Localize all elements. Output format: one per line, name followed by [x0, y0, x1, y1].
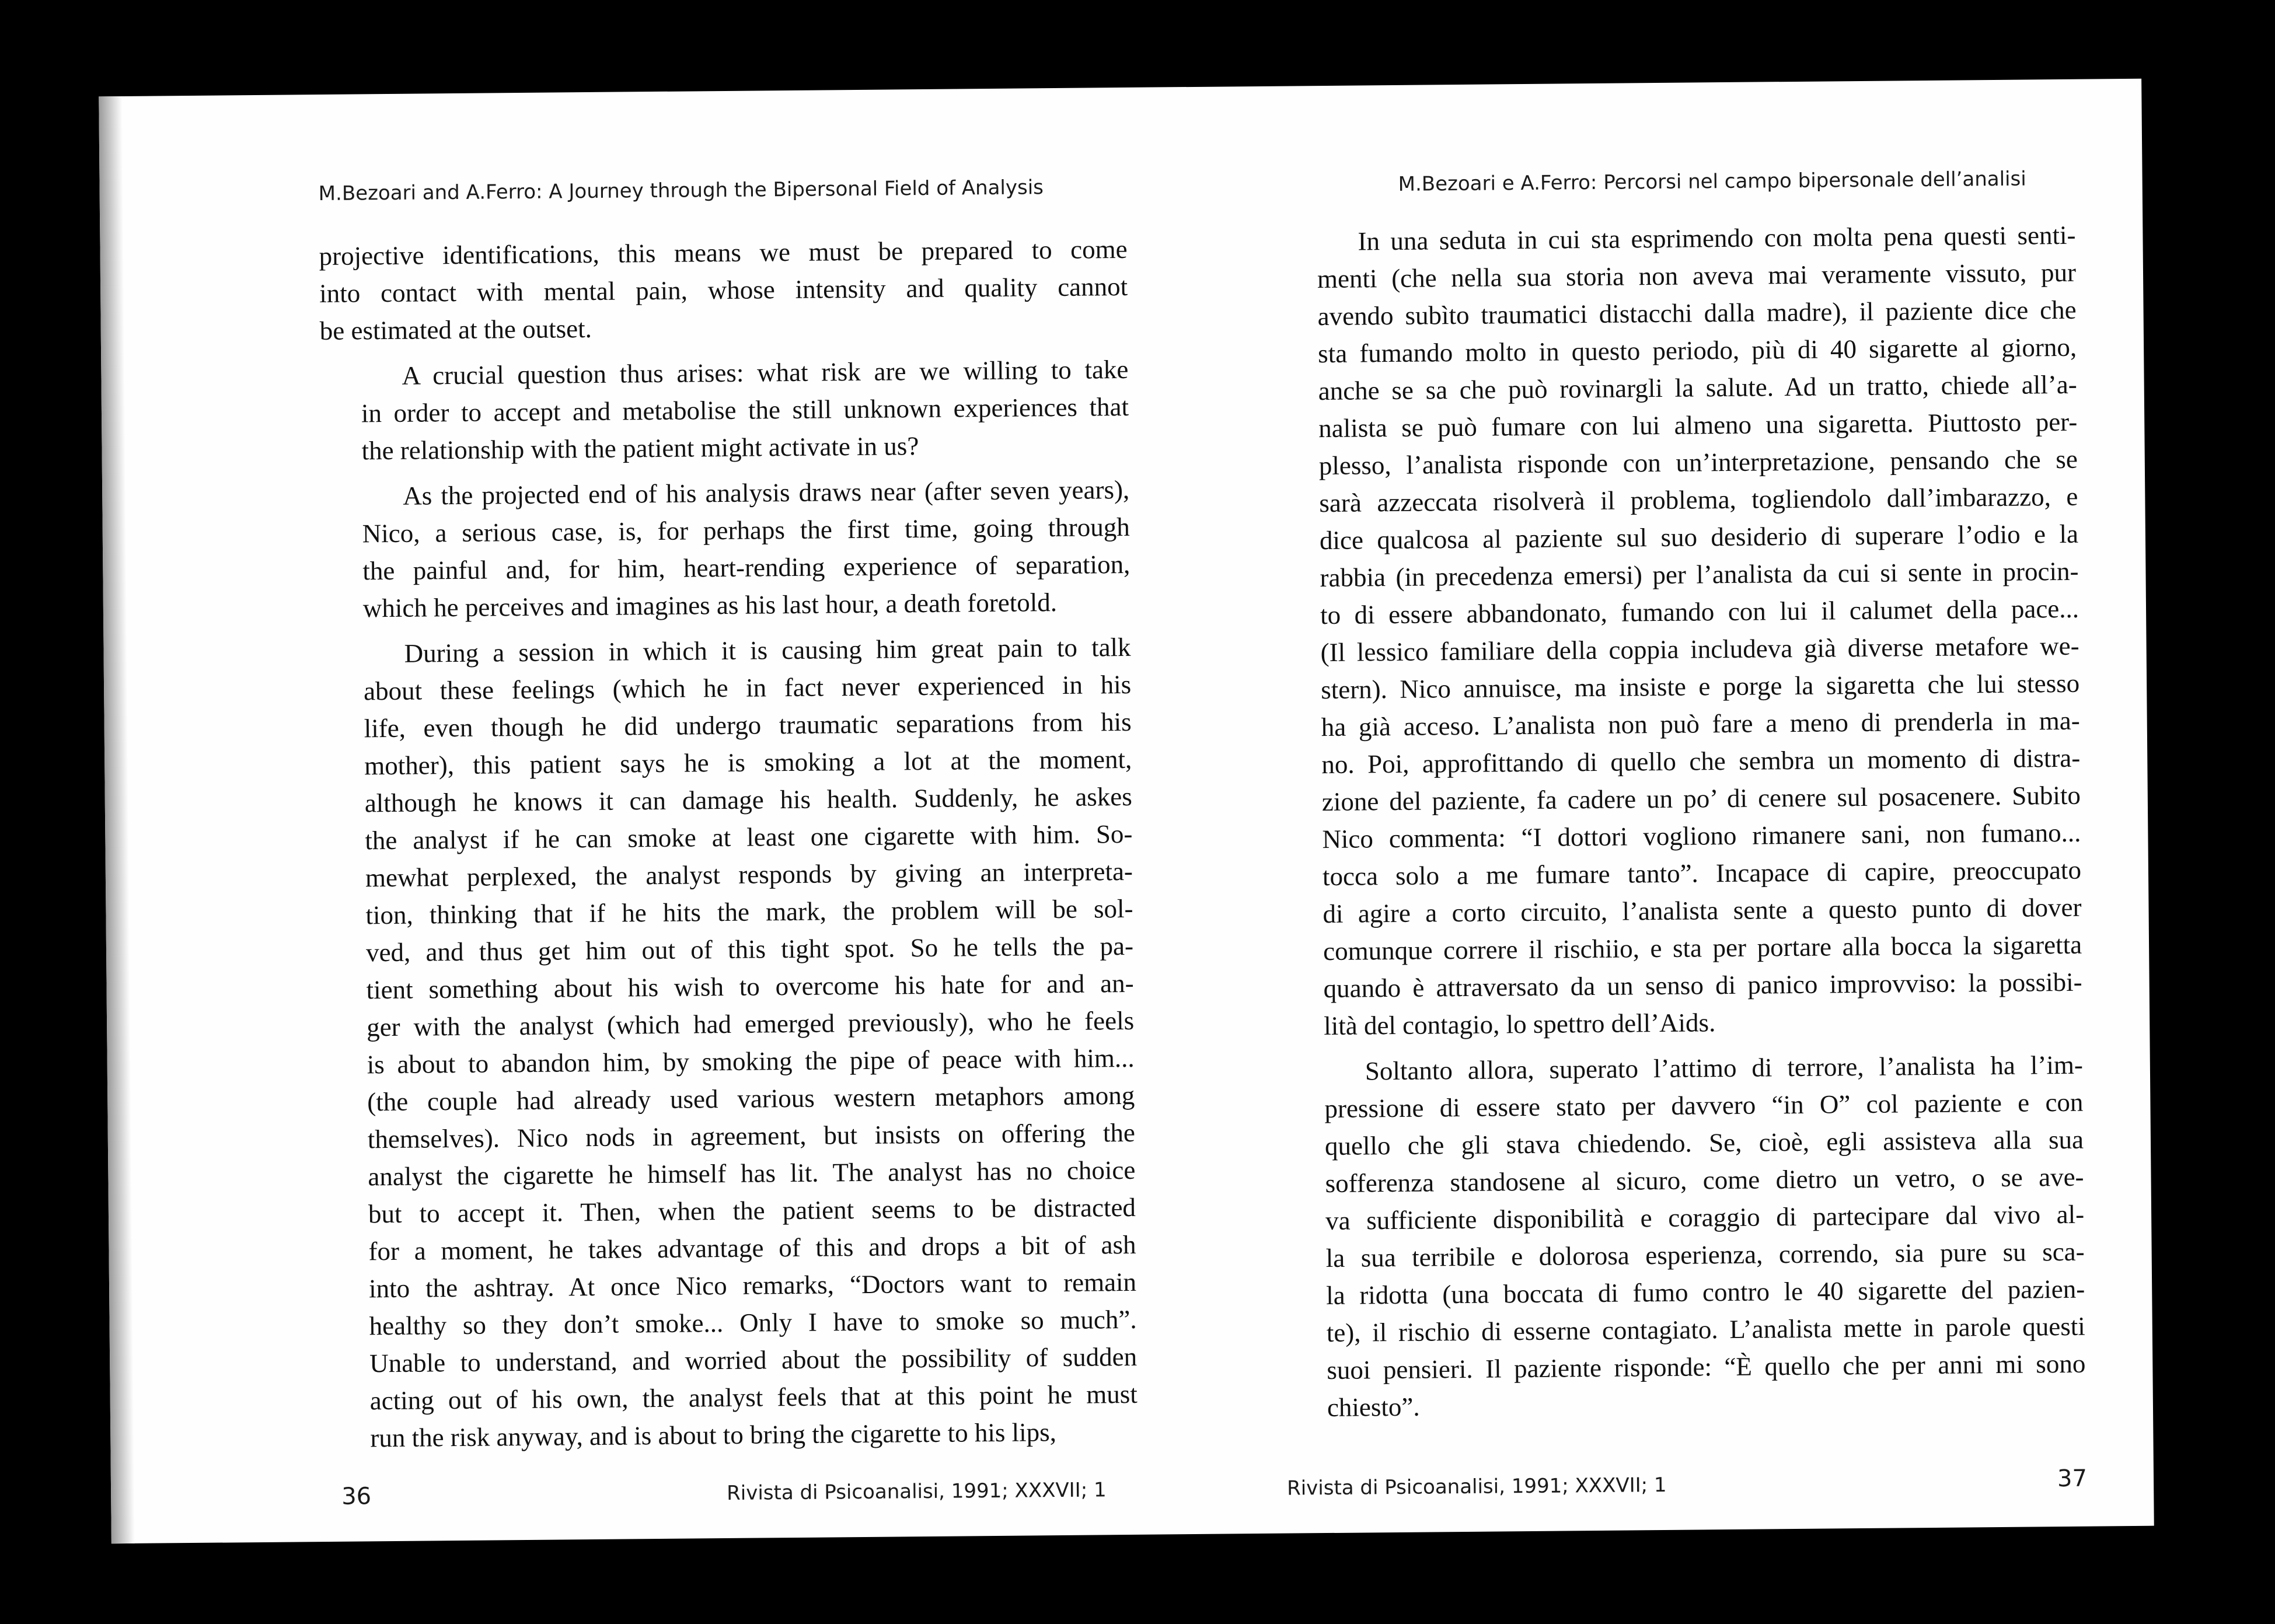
- text-line: la ridotta (una boccata di fumo contro le 40 sigarette del pazien-: [1326, 1274, 2085, 1311]
- text-line: sarà azzeccata risolverà il problema, togliendolo dall’imbarazzo, e: [1319, 481, 2078, 518]
- text-line: plesso, l’analista risponde con un’interpretazione, pensando che se: [1318, 444, 2078, 481]
- right-running-head: M.Bezoari e A.Ferro: Percorsi nel campo bipersonale dell’analisi: [1398, 167, 2026, 196]
- text-line: themselves). Nico nods in agreement, but insists on offering the: [367, 1117, 1136, 1154]
- text-line: nalista se può fumare con lui almeno una sigaretta. Piuttosto per-: [1318, 407, 2078, 443]
- text-line: be estimated at the outset.: [319, 313, 592, 346]
- text-line: suoi pensieri. Il paziente risponde: “È quello che per anni mi sono: [1327, 1349, 2086, 1385]
- text-line: although he knows it can damage his health. Suddenly, he askes: [364, 781, 1132, 818]
- text-line: in order to accept and metabolise the still unknown experiences that: [361, 392, 1129, 428]
- text-line: analyst the cigarette he himself has lit. The analyst has no choice: [368, 1155, 1136, 1192]
- text-line: quando è attraversato da un senso di panico improvviso: la possibi-: [1323, 967, 2082, 1004]
- right-text-column: [1276, 216, 2086, 1435]
- left-journal-footer: Rivista di Psicoanalisi, 1991; XXXVII; 1: [727, 1478, 1107, 1506]
- text-line: Unable to understand, and worried about the possibility of sudden: [369, 1342, 1138, 1378]
- paragraph: [1283, 1046, 2086, 1427]
- text-line: the painful and, for him, heart-rending experience of separation,: [362, 549, 1130, 586]
- paragraph: [321, 471, 1130, 627]
- book-spread: [99, 79, 2154, 1543]
- right-journal-footer: Rivista di Psicoanalisi, 1991; XXXVII; 1: [1286, 1473, 1667, 1500]
- text-line: tocca solo a me fumare tanto”. Incapace di capire, preoccupato: [1322, 855, 2082, 892]
- text-line: no. Poi, approfittando di quello che sembra un momento di distra-: [1321, 743, 2081, 780]
- text-line: sta fumando molto in questo periodo, più di 40 sigarette al giorno,: [1317, 332, 2077, 369]
- left-page-number: 36: [341, 1483, 372, 1510]
- text-line: healthy so they don’t smoke... Only I have to smoke so much”.: [369, 1304, 1137, 1341]
- text-line: tient something about his wish to overcome his hate for and an-: [366, 968, 1134, 1005]
- text-line: Nico commenta: “I dottori vogliono rimanere sani, non fumano...: [1322, 818, 2081, 854]
- left-running-head: M.Bezoari and A.Ferro: A Journey through the Bipersonal Field of Analysis: [318, 176, 1044, 206]
- text-line: stern). Nico annuisce, ma insiste e porge la sigaretta che lui stesso: [1320, 668, 2080, 705]
- text-line: lità del contagio, lo spettro dell’Aids.: [1324, 1008, 1716, 1041]
- text-line: about these feelings (which he in fact never experienced in his: [363, 669, 1132, 706]
- text-line: comunque correre il rischiio, e sta per portare alla bocca la sigaretta: [1323, 930, 2082, 966]
- text-line: acting out of his own, the analyst feels that at this point he must: [369, 1379, 1138, 1416]
- text-line: sofferenza standosene al sicuro, come dietro un vetro, o se ave-: [1325, 1162, 2084, 1199]
- left-text-column: [319, 230, 1138, 1465]
- text-line: anche se sa che può rovinargli la salute. Ad un tratto, chiede all’a-: [1318, 369, 2077, 406]
- text-line: During a session in which it is causing him great pain to talk: [404, 632, 1131, 668]
- paragraph: [319, 230, 1128, 350]
- text-line: va sufficiente disponibilità e coraggio di partecipare dal vivo al-: [1325, 1199, 2085, 1236]
- text-line: projective identifications, this means we must be prepared to come: [319, 234, 1128, 271]
- text-line: tion, thinking that if he hits the mark, the problem will be sol-: [365, 893, 1133, 930]
- text-line: into the ashtray. At once Nico remarks, “Doctors want to remain: [368, 1267, 1137, 1304]
- text-line: to di essere abbandonato, fumando con lui il calumet della pace...: [1320, 593, 2079, 630]
- text-line: A crucial question thus arises: what risk are we willing to take: [402, 354, 1129, 390]
- text-line: chiesto”.: [1327, 1392, 1420, 1423]
- text-line: Soltanto allora, superato l’attimo di terrore, l’analista ha l’im-: [1365, 1050, 2084, 1086]
- text-line: mewhat perplexed, the analyst responds by giving an interpreta-: [365, 856, 1133, 893]
- paragraph: [320, 351, 1129, 470]
- text-line: run the risk anyway, and is about to bring the cigarette to his lips,: [370, 1417, 1057, 1453]
- text-line: (the couple had already used various western metaphors among: [367, 1080, 1135, 1117]
- text-line: la sua terribile e dolorosa esperienza, correndo, sia pure su sca-: [1325, 1237, 2085, 1273]
- text-line: In una seduta in cui sta esprimendo con molta pena questi senti-: [1358, 220, 2076, 256]
- text-line: for a moment, he takes advantage of this and drops a bit of ash: [368, 1230, 1136, 1266]
- text-line: zione del paziente, fa cadere un po’ di cenere sul posacenere. Subito: [1321, 780, 2081, 817]
- text-line: avendo subìto traumatici distacchi dalla madre), il paziente dice che: [1317, 295, 2077, 331]
- text-line: but to accept it. Then, when the patient seems to be distracted: [368, 1192, 1136, 1229]
- text-line: mother), this patient says he is smoking a lot at the moment,: [364, 744, 1132, 781]
- text-line: ha già acceso. L’analista non può fare a meno di prenderla in ma-: [1321, 706, 2080, 742]
- text-line: menti (che nella sua storia non aveva mai veramente vissuto, pur: [1317, 257, 2077, 294]
- text-line: (Il lessico familiare della coppia includeva già diverse metafore we-: [1320, 631, 2079, 668]
- text-line: which he perceives and imagines as his last hour, a death foretold.: [362, 588, 1058, 623]
- text-line: Nico, a serious case, is, for perhaps the first time, going through: [362, 512, 1130, 549]
- page-edge-shadow: [99, 96, 135, 1543]
- paragraph: [1276, 216, 2082, 1045]
- text-line: ger with the analyst (which had emerged previously), who he feels: [366, 1005, 1135, 1042]
- text-line: ved, and thus get him out of this tight spot. So he tells the pa-: [365, 931, 1134, 968]
- text-line: life, even though he did undergo traumatic separations from his: [364, 707, 1132, 743]
- right-page-number: 37: [2057, 1465, 2088, 1493]
- paragraph: [322, 628, 1138, 1457]
- text-line: di agire a corto circuito, l’analista sente a questo punto di dover: [1323, 892, 2082, 929]
- text-line: into contact with mental pain, whose intensity and quality cannot: [319, 271, 1128, 309]
- text-line: is about to abandon him, by smoking the pipe of peace with him...: [367, 1043, 1135, 1080]
- text-line: te), il rischio di esserne contagiato. L’analista mette in parole questi: [1326, 1311, 2085, 1348]
- text-line: pressione di essere stato per davvero “in O” col paziente e con: [1324, 1087, 2084, 1124]
- text-line: dice qualcosa al paziente sul suo desiderio di superare l’odio e la: [1319, 519, 2079, 556]
- text-line: As the projected end of his analysis draws near (after seven years),: [403, 474, 1130, 511]
- text-line: the relationship with the patient might activate in us?: [361, 431, 919, 466]
- text-line: rabbia (in precedenza emersi) per l’analista da cui si sente in procin-: [1320, 556, 2079, 593]
- text-line: quello che gli stava chiedendo. Se, cioè, egli assisteva alla sua: [1324, 1124, 2084, 1161]
- text-line: the analyst if he can smoke at least one cigarette with him. So-: [365, 819, 1133, 855]
